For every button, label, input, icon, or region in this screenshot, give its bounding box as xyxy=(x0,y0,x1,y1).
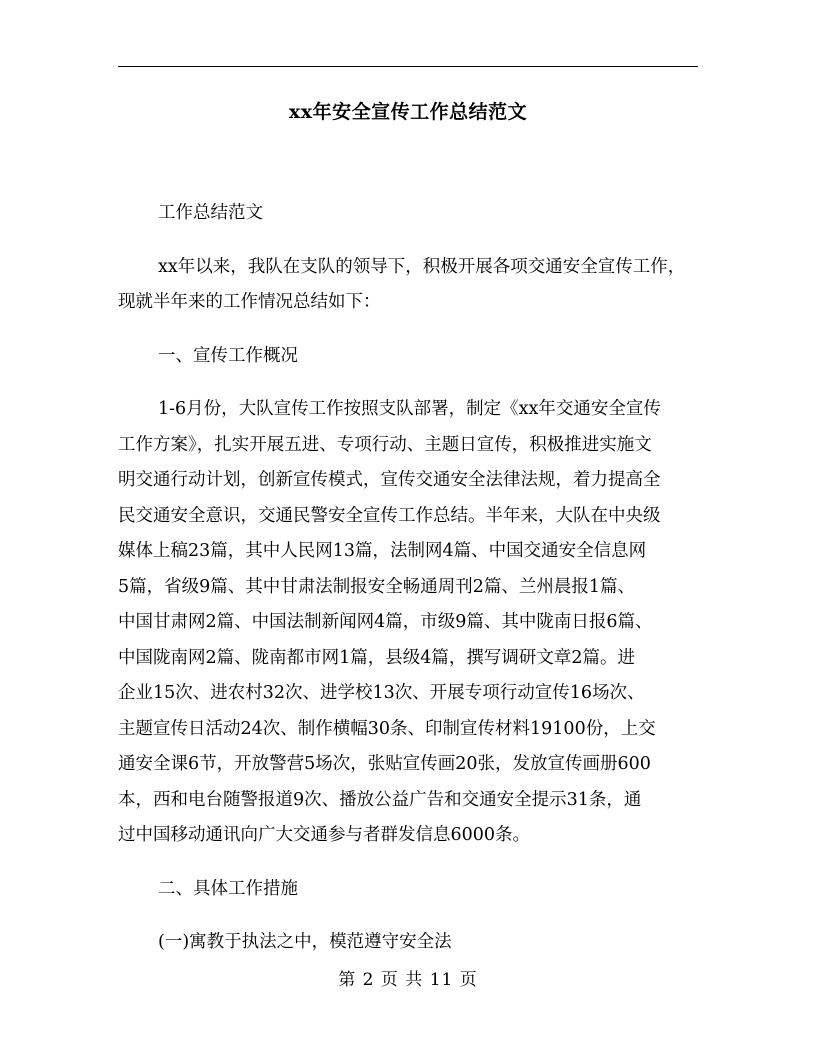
text-line: 1-6月份，大队宣传工作按照支队部署，制定《xx年交通安全宣传 xyxy=(158,399,661,419)
text-line: 主题宣传日活动24次、制作横幅30条、印制宣传材料19100份，上交 xyxy=(118,718,656,739)
page-number-footer: 第 2 页 共 11 页 xyxy=(338,970,478,990)
text-line: 中国甘肃网2篇、中国法制新闻网4篇，市级9篇、其中陇南日报6篇、 xyxy=(118,612,653,632)
document-title: xx年安全宣传工作总结范文 xyxy=(288,101,528,123)
text-line: 过中国移动通讯向广大交通参与者群发信息6000条。 xyxy=(118,825,531,845)
text-line: 5篇，省级9篇、其中甘肃法制报安全畅通周刊2篇、兰州晨报1篇、 xyxy=(118,576,636,597)
document-body xyxy=(118,196,706,961)
paragraph-overview-body xyxy=(118,392,706,854)
text-line: 通安全课6节，开放警营5场次，张贴宣传画20张，发放宣传画册600 xyxy=(118,754,651,774)
paragraph-intro xyxy=(118,250,706,321)
text-line: 企业15次、进农村32次、进学校13次、开展专项行动宣传16场次、 xyxy=(118,683,645,703)
heading-overview xyxy=(118,339,706,375)
text-line: 工作总结范文 xyxy=(158,203,263,223)
heading-measures xyxy=(118,872,706,908)
text-line: xx年以来，我队在支队的领导下，积极开展各项交通安全宣传工作， xyxy=(158,256,686,277)
text-line: 二、具体工作措施 xyxy=(158,878,298,899)
text-line: 工作方案》，扎实开展五进、专项行动、主题日宣传，积极推进实施文 xyxy=(118,434,652,455)
text-line: 民交通安全意识，交通民警安全宣传工作总结。半年来，大队在中央级 xyxy=(118,505,661,526)
text-line: 本，西和电台随警报道9次、播放公益广告和交通安全提示31条，通 xyxy=(118,789,642,810)
text-line: 现就半年来的工作情况总结如下： xyxy=(118,292,381,312)
text-line: 明交通行动计划，创新宣传模式，宣传交通安全法律法规，着力提高全 xyxy=(118,470,661,490)
text-line: 一、宣传工作概况 xyxy=(158,345,298,366)
text-line: 中国陇南网2篇、陇南都市网1篇，县级4篇，撰写调研文章2篇。进 xyxy=(118,647,636,668)
paragraph-section-label xyxy=(118,196,706,232)
text-line: (一)寓教于执法之中，模范遵守安全法 xyxy=(158,932,452,952)
subheading-measure-1 xyxy=(118,925,706,961)
text-line: 媒体上稿23篇，其中人民网13篇，法制网4篇、中国交通安全信息网 xyxy=(118,541,647,561)
header-rule xyxy=(118,66,698,67)
